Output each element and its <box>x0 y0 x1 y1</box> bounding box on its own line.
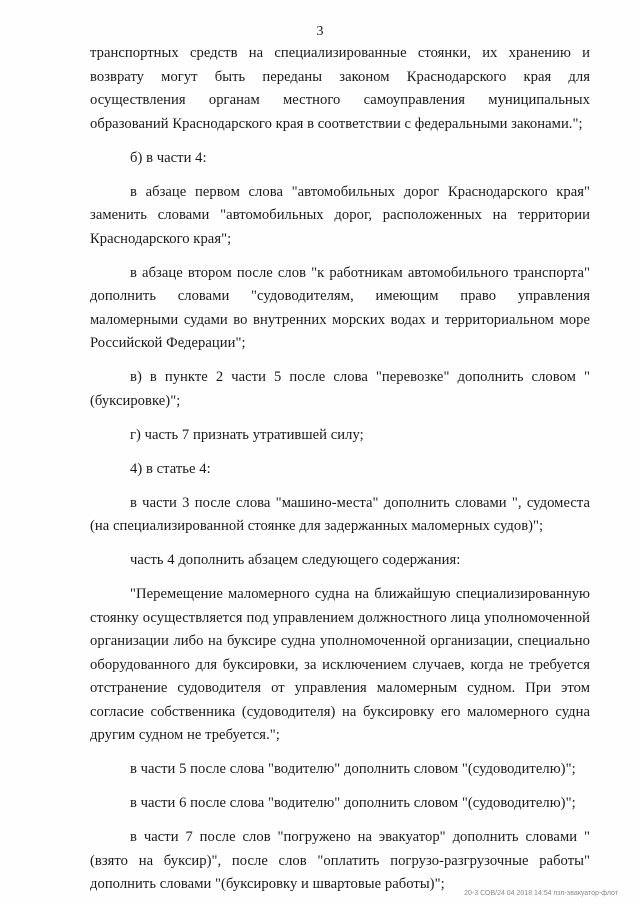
paragraph-first-abzac: в абзаце первом слова "автомобильных дорог Краснодарского края" заменить словами "автомобильных дорог, расположенных на территории Краснодарского края"; <box>90 183 590 247</box>
paragraph-item-v: в) в пункте 2 части 5 после слова "перевозке" дополнить словом "(буксировке)"; <box>90 369 590 409</box>
paragraph-part-6: в части 6 после слова "водителю" дополнить словом "(судоводителю)"; <box>130 795 576 811</box>
paragraph-item-g: г) часть 7 признать утратившей силу; <box>130 426 364 443</box>
paragraph-part-5: в части 5 после слова "водителю" дополнить словом "(судоводителю)"; <box>130 761 576 777</box>
document-body <box>90 42 590 907</box>
paragraph-item-b: б) в части 4: <box>130 149 207 166</box>
document-footer: 20-3 СОВ/24 04 2018 14:54 пзп-эвакуатор-флот <box>464 890 618 897</box>
paragraph-part-7: в части 7 после слов "погружено на эвакуатор" дополнить словами "(взято на буксир)", после слов "оплатить погрузо-разгрузочные работы" дополнить словами "(буксировку и швартовые работы)"; <box>90 829 590 892</box>
paragraph-continuation: транспортных средств на специализированные стоянки, их хранению и возврату могут быть переданы законом Краснодарского края для осуществления органам местного самоуправления муниципальных образований Краснодарского края в соответствии с федеральными законами."; <box>90 45 590 132</box>
paragraph-part-3: в части 3 после слова "машино-места" дополнить словами ", судоместа (на специализированной стоянке для задержанных маломерных судов)"; <box>90 494 590 534</box>
paragraph-quoted-text: "Перемещение маломерного судна на ближайшую специализированную стоянку осуществляется под управлением должностного лица уполномоченной организации либо на буксире судна уполномоченной организации, специально оборудованного для буксировки, за исключением случаев, когда не требуется отстранение судоводителя от управления маломерным судном. При этом согласие собственника (судоводителя) на буксировку его маломерного судна другим судном не требуется."; <box>90 586 590 743</box>
paragraph-second-abzac: в абзаце втором после слов "к работникам автомобильного транспорта" дополнить словами "судоводителям, имеющим право управления маломерными судами во внутренних морских водах и территориальном море Российской Федерации"; <box>90 264 590 351</box>
paragraph-part-4: часть 4 дополнить абзацем следующего содержания: <box>130 552 461 568</box>
paragraph-item-4: 4) в статье 4: <box>130 460 211 477</box>
page-number: 3 <box>316 24 324 39</box>
